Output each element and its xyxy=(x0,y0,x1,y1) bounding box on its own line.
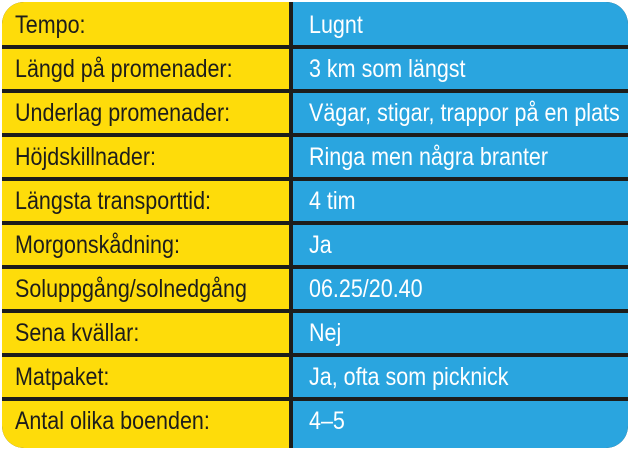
trip-info-table xyxy=(2,2,628,448)
row-value: Ja xyxy=(309,231,332,259)
row-value: 4–5 xyxy=(309,407,345,435)
table-row xyxy=(2,49,628,89)
row-value: Lugnt xyxy=(309,11,363,39)
table-row xyxy=(2,181,628,221)
row-value: Ringa men några branter xyxy=(309,143,549,171)
row-value: 3 km som längst xyxy=(309,55,466,83)
table-row xyxy=(2,5,628,45)
row-value: Vägar, stigar, trappor på en plats xyxy=(309,99,620,127)
row-value: 4 tim xyxy=(309,187,356,215)
table-rows xyxy=(2,2,628,448)
row-label: Sena kvällar: xyxy=(15,319,140,347)
table-row xyxy=(2,313,628,353)
table-row xyxy=(2,269,628,309)
row-label: Längd på promenader: xyxy=(15,55,233,83)
row-label: Matpaket: xyxy=(15,363,110,391)
table-row xyxy=(2,225,628,265)
row-label: Tempo: xyxy=(15,11,86,39)
row-label: Morgonskådning: xyxy=(15,231,180,259)
table-row xyxy=(2,93,628,133)
row-label: Underlag promenader: xyxy=(15,99,231,127)
row-value: Nej xyxy=(309,319,342,347)
row-label: Antal olika boenden: xyxy=(15,407,210,435)
row-label: Höjdskillnader: xyxy=(15,143,157,171)
row-value: Ja, ofta som picknick xyxy=(309,363,509,391)
row-value: 06.25/20.40 xyxy=(309,275,423,303)
table-row xyxy=(2,137,628,177)
table-row xyxy=(2,357,628,397)
table-row xyxy=(2,401,628,441)
row-label: Soluppgång/solnedgång xyxy=(15,275,247,303)
row-label: Längsta transporttid: xyxy=(15,187,212,215)
